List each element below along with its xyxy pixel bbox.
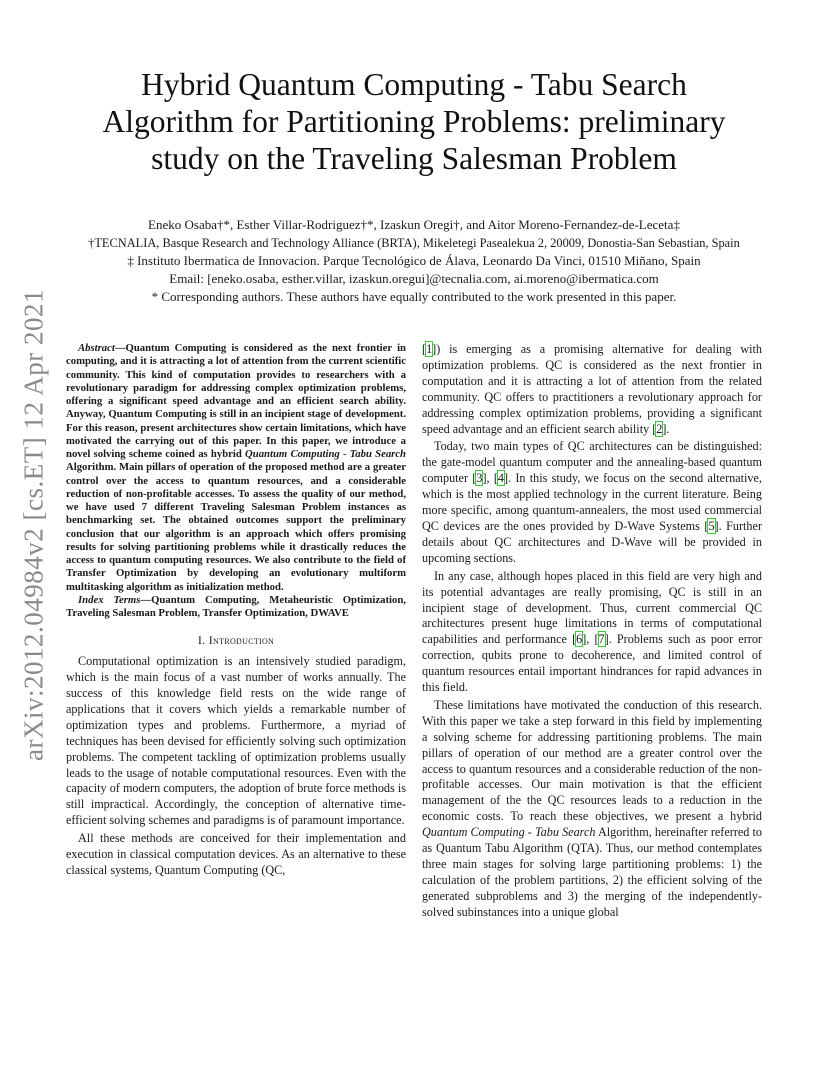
arxiv-stamp [20, 290, 48, 760]
intro-body-left [66, 654, 406, 879]
affiliation-1: †TECNALIA, Basque Research and Technology Alliance (BRTA), Mikeletegi Pasealekua 2, 20009, Donostia-San Sebastian, Spain [88, 236, 740, 250]
title-line-2: Algorithm for Partitioning Problems: preliminary [102, 104, 726, 139]
abstract-paragraph: Abstract—Quantum Computing is considered as the next frontier in computing, and it is attracting a lot of attention from the current scientific community. This kind of computation provides to researchers with a revolutionary paradigm for addressing complex optimization problems, offering a significant speed advantage and an efficient search ability. Anyway, Quantum Computing is still in an incipient stage of development. For this reason, present architectures show certain limitations, which have motivated the carrying out of this paper. In this paper, we introduce a novel solving scheme coined as hybrid Quantum Computing - Tabu Search Algorithm. Main pillars of operation of the proposed method are a greater control over the access to quantum resources, and a considerable reduction of non-profitable accesses. To assess the quality of our method, we have used 7 different Traveling Salesman Problem instances as benchmarking set. The obtained outcomes support the preliminary conclusion that our algorithm is an approach which offers promising results for solving partitioning problems while it drastically reduces the access to quantum computing resources. We also contribute to the field of Transfer Optimization by developing an evolutionary multiform multitasking algorithm as initialization method. [66, 342, 407, 593]
method-name: Quantum Computing - Tabu Search [422, 825, 596, 840]
citation-link[interactable]: 4 [497, 471, 504, 486]
citation-link[interactable]: 7 [598, 632, 605, 647]
citation-link[interactable]: 2 [656, 421, 663, 436]
right-column [422, 342, 762, 923]
intro-paragraph-2: All these methods are conceived for their implementation and execution in classical computation devices. As an alternative to these classical systems, Quantum Computing (QC, [66, 831, 406, 877]
abstract [66, 342, 406, 620]
author-emails: Email: [eneko.osaba, esther.villar, izaskun.oregui]@tecnalia.com, ai.moreno@ibermatica.com [169, 271, 659, 286]
section-heading-introduction: I. Introduction [197, 633, 275, 648]
arxiv-identifier: arXiv:2012.04984v2 [cs.ET] 12 Apr 2021 [18, 289, 49, 761]
intro-paragraph-4: Today, two main types of QC architectures can be distinguished: the gate-model quantum computer and the annealing-based quantum computer [3], [4]. In this study, we focus on the second alternative, which is the most applied technology in the current literature. Being more specific, among quantum-annealers, the most used commercial QC devices are the ones provided by D-Wave Systems [5]. Further details about QC architectures and D-Wave will be provided in upcoming sections. [422, 439, 762, 565]
left-column [66, 342, 406, 881]
corresponding-note: * Corresponding authors. These authors have equally contributed to the work presented in this paper. [151, 289, 677, 304]
title-line-1: Hybrid Quantum Computing - Tabu Search [141, 67, 687, 102]
citation-link[interactable]: 3 [476, 471, 483, 486]
citation-link[interactable]: 6 [576, 632, 583, 647]
intro-paragraph-1: Computational optimization is an intensively studied paradigm, which is the main focus of a vast number of works annually. The success of this knowledge field rests on the wide range of applications that it covers which yields a remarkable number of optimization types and problems. Furthermore, a myriad of techniques has been devised for efficiently solving such optimization problems. The competent tackling of optimization problems usually leads to the usage of notable computational resources. Even with the capacity of modern computers, the adoption of brute force methods is still impractical. Accordingly, the conception of alternative time-efficient solving schemes and paradigms is of paramount importance. [66, 654, 406, 828]
intro-paragraph-5: In any case, although hopes placed in this field are very high and its potential advantages are really promising, QC is still in an incipient stage of development. Thus, current commercial QC architectures present huge limitations in terms of computational capabilities and performance [6], [7]. Problems such as poor error correction, qubits prone to decoherence, and limited control of quantum resources entail important hindrances for rapid advances in this field. [422, 568, 762, 695]
citation-link[interactable]: 5 [708, 518, 715, 533]
author-block [0, 216, 828, 306]
intro-paragraph-3: [1]) is emerging as a promising alternative for dealing with optimization problems. QC is considered as the next frontier in computation and it is attracting a lot of attention from the related community. QC offers to practitioners a revolutionary approach for addressing complex optimization problems, providing a significant speed advantage and an efficient search ability [2]. [422, 342, 762, 436]
citation-link[interactable]: 1 [426, 342, 433, 356]
method-name: Quantum Computing - Tabu Search [245, 448, 407, 460]
index-terms: Index Terms—Quantum Computing, Metaheuristic Optimization, Traveling Salesman Problem, Transfer Optimization, DWAVE [66, 593, 406, 619]
affiliation-2: ‡ Instituto Ibermatica de Innovacion. Parque Tecnológico de Álava, Leonardo Da Vinci, 01510 Miñano, Spain [127, 253, 701, 268]
author-names: Eneko Osaba†*, Esther Villar-Rodriguez†*, Izaskun Oregi†, and Aitor Moreno-Fernandez-de-Leceta‡ [148, 217, 680, 232]
title-line-3: study on the Traveling Salesman Problem [151, 141, 677, 176]
intro-paragraph-6: These limitations have motivated the conduction of this research. With this paper we take a step forward in this field by implementing a solving scheme for addressing partitioning problems. The main pillars of operation of our method are a greater control over the access to quantum resources and a considerable reduction of the non-profitable accesses. Our main motivation is that the efficient management of the the QC resources leads to a reduction in the economic costs. To reach these objectives, we present a hybrid Quantum Computing - Tabu Search Algorithm, hereinafter referred to as Quantum Tabu Algorithm (QTA). Thus, our method contemplates three main stages for solving large partitioning problems: 1) the calculation of the problem partitions, 2) the efficient solving of the generated subproblems and 3) the merging of the independently-solved subinstances into a unique global [422, 697, 762, 919]
index-terms-label: Index Terms [78, 593, 141, 606]
abstract-label: Abstract [78, 342, 115, 354]
paper-title [0, 66, 828, 177]
